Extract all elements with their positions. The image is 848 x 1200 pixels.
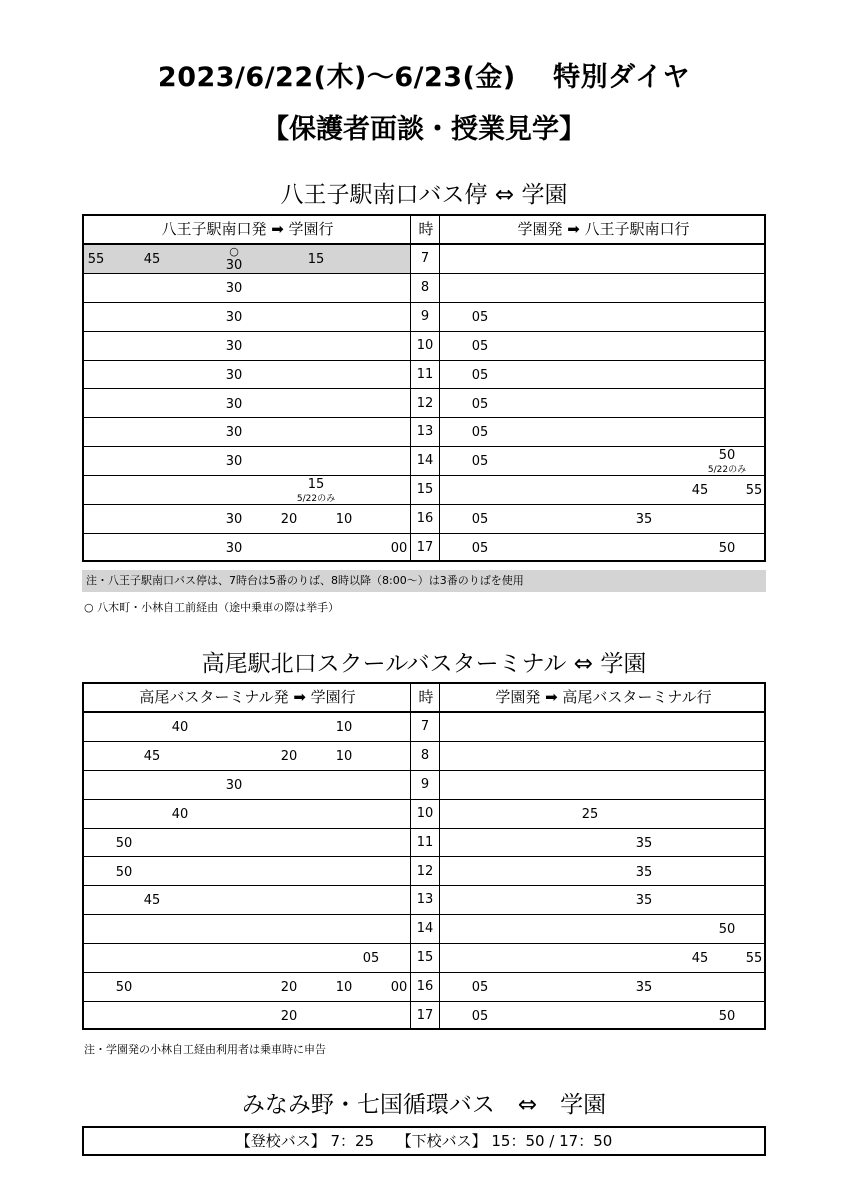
departure-minute: 30 (225, 454, 243, 470)
table-row (84, 418, 764, 447)
page-subtitle: 【保護者面談・授業見学】 (262, 114, 586, 145)
timetable-hachioji (82, 214, 766, 562)
departure-minute: 10 (335, 980, 353, 996)
departure-minute: 15 (307, 252, 325, 267)
departure-minute: 20 (280, 748, 298, 764)
table-row (84, 742, 764, 771)
departure-minute: 30 (225, 309, 243, 325)
departure-minute: 05 (471, 512, 489, 528)
table-row (84, 713, 764, 742)
departure-minute: 10 (335, 720, 353, 735)
note-hachioji-stop: 注・八王子駅南口バス停は、7時台は5番のりば、8時以降（8:00～）は3番のりばを使用 (82, 570, 766, 592)
departure-minute: 30 (225, 425, 243, 441)
hour-cell: 14 (416, 453, 434, 469)
departure-minute: 05 (471, 425, 489, 441)
departure-minute: 55 (87, 252, 105, 267)
departure-minute: 20 (280, 512, 298, 528)
table-row (84, 1002, 764, 1031)
departure-minute: 50 (718, 541, 736, 556)
table-row (84, 829, 764, 858)
departure-minute: 05 (471, 541, 489, 556)
departure-minute: 00 (390, 541, 408, 556)
hour-cell: 16 (416, 979, 434, 995)
departure-minute: 10 (335, 512, 353, 528)
header-right: 学園発 ➡ 八王子駅南口行 (517, 220, 690, 238)
departure-minute: 40 (171, 720, 189, 735)
table-row (84, 886, 764, 915)
hour-cell: 11 (416, 834, 434, 850)
hour-cell: 17 (416, 1008, 434, 1023)
hour-cell: 15 (416, 482, 434, 498)
departure-minute: 00 (390, 980, 408, 996)
hour-cell: 15 (416, 950, 434, 966)
hour-cell: 17 (416, 540, 434, 555)
departure-minute: 50 (718, 922, 736, 938)
table-row (84, 332, 764, 361)
table-row (84, 534, 764, 563)
section-title-takao: 高尾駅北口スクールバスターミナル ⇔ 学園 (201, 651, 647, 677)
table-row (84, 973, 764, 1002)
header-hour: 時 (418, 220, 434, 238)
header-right: 学園発 ➡ 高尾バスターミナル行 (495, 688, 712, 706)
departure-minute: 55 (745, 951, 763, 967)
departure-minute: 45 (691, 483, 709, 499)
departure-minute: 35 (635, 512, 653, 528)
table-row (84, 800, 764, 829)
table-row (84, 771, 764, 800)
departure-minute: 30 (225, 396, 243, 412)
table-row (84, 476, 764, 505)
departure-minute: 20 (280, 1009, 298, 1024)
departure-minute: 05 (471, 1009, 489, 1024)
hour-cell: 7 (420, 719, 430, 734)
departure-minute: 50 (115, 980, 133, 996)
header-left: 高尾バスターミナル発 ➡ 学園行 (139, 688, 356, 706)
date-note: 5/22のみ (296, 494, 336, 505)
table-row (84, 915, 764, 944)
departure-minute: 05 (471, 454, 489, 470)
hour-cell: 8 (420, 747, 430, 763)
departure-minute: 50 (115, 835, 133, 851)
hour-cell: 13 (416, 424, 434, 440)
table-row (84, 274, 764, 303)
departure-minute: 05 (471, 367, 489, 383)
section-title-hachioji: 八王子駅南口バス停 ⇔ 学園 (280, 182, 568, 208)
table-row (84, 303, 764, 332)
loop-bus-schedule: 【登校バス】 7：25 【下校バス】 15：50 / 17：50 (82, 1126, 766, 1156)
departure-minute: 30 (225, 777, 243, 793)
table-row (84, 447, 764, 476)
note-kobayashi: 注・学園発の小林自工経由利用者は乗車時に申告 (84, 1043, 326, 1056)
departure-minute: 30 (225, 367, 243, 383)
departure-minute: 30 (225, 280, 243, 296)
departure-minute: 55 (745, 483, 763, 499)
departure-minute: 10 (335, 748, 353, 764)
hour-cell: 10 (416, 337, 434, 353)
departure-minute: 30 (225, 338, 243, 354)
departure-minute: 05 (362, 951, 380, 967)
table-row (84, 390, 764, 419)
hour-cell: 12 (416, 395, 434, 411)
table-row (84, 944, 764, 973)
departure-minute: 45 (143, 748, 161, 764)
timetable-takao (82, 682, 766, 1030)
table-row (84, 245, 764, 274)
departure-minute: 05 (471, 338, 489, 354)
departure-minute: 30 (225, 512, 243, 528)
departure-minute: 35 (635, 835, 653, 851)
departure-minute: 15 (307, 477, 325, 493)
hour-cell: 10 (416, 805, 434, 821)
departure-minute: 50 (718, 1009, 736, 1024)
section-title-loop-bus: みなみ野・七国循環バス ⇔ 学園 (241, 1092, 607, 1118)
table-row (84, 361, 764, 390)
departure-minute: 45 (691, 951, 709, 967)
departure-minute: 20 (280, 980, 298, 996)
date-note: 5/22のみ (707, 465, 747, 476)
hour-cell: 8 (420, 279, 430, 295)
departure-minute: 50 (115, 864, 133, 880)
hour-cell: 7 (420, 251, 430, 266)
via-route-mark: ○ (229, 245, 239, 258)
departure-minute: 45 (143, 252, 161, 267)
departure-minute: 35 (635, 893, 653, 909)
header-hour: 時 (418, 688, 434, 706)
departure-minute: 35 (635, 864, 653, 880)
note-via-route: ○ 八木町・小林自工前経由（途中乗車の際は挙手） (84, 601, 340, 614)
table-row (84, 858, 764, 887)
departure-minute: 05 (471, 396, 489, 412)
hour-cell: 11 (416, 366, 434, 382)
departure-minute: 05 (471, 980, 489, 996)
table-header (84, 684, 764, 713)
departure-minute: 45 (143, 893, 161, 909)
departure-minute: 25 (581, 806, 599, 822)
hour-cell: 14 (416, 921, 434, 937)
header-left: 八王子駅南口発 ➡ 学園行 (161, 220, 334, 238)
hour-cell: 16 (416, 511, 434, 527)
departure-minute: 40 (171, 806, 189, 822)
departure-minute: 30 (225, 258, 243, 273)
departure-minute: 30 (225, 541, 243, 556)
table-header (84, 216, 764, 245)
hour-cell: 12 (416, 863, 434, 879)
highlighted-cell (84, 245, 410, 273)
hour-cell: 9 (420, 308, 430, 324)
departure-minute: 35 (635, 980, 653, 996)
page-title: 2023/6/22(木)～6/23(金) 特別ダイヤ (157, 62, 691, 93)
hour-cell: 13 (416, 892, 434, 908)
table-row (84, 505, 764, 534)
departure-minute: 05 (471, 309, 489, 325)
hour-cell: 9 (420, 776, 430, 792)
departure-minute: 50 (718, 448, 736, 464)
